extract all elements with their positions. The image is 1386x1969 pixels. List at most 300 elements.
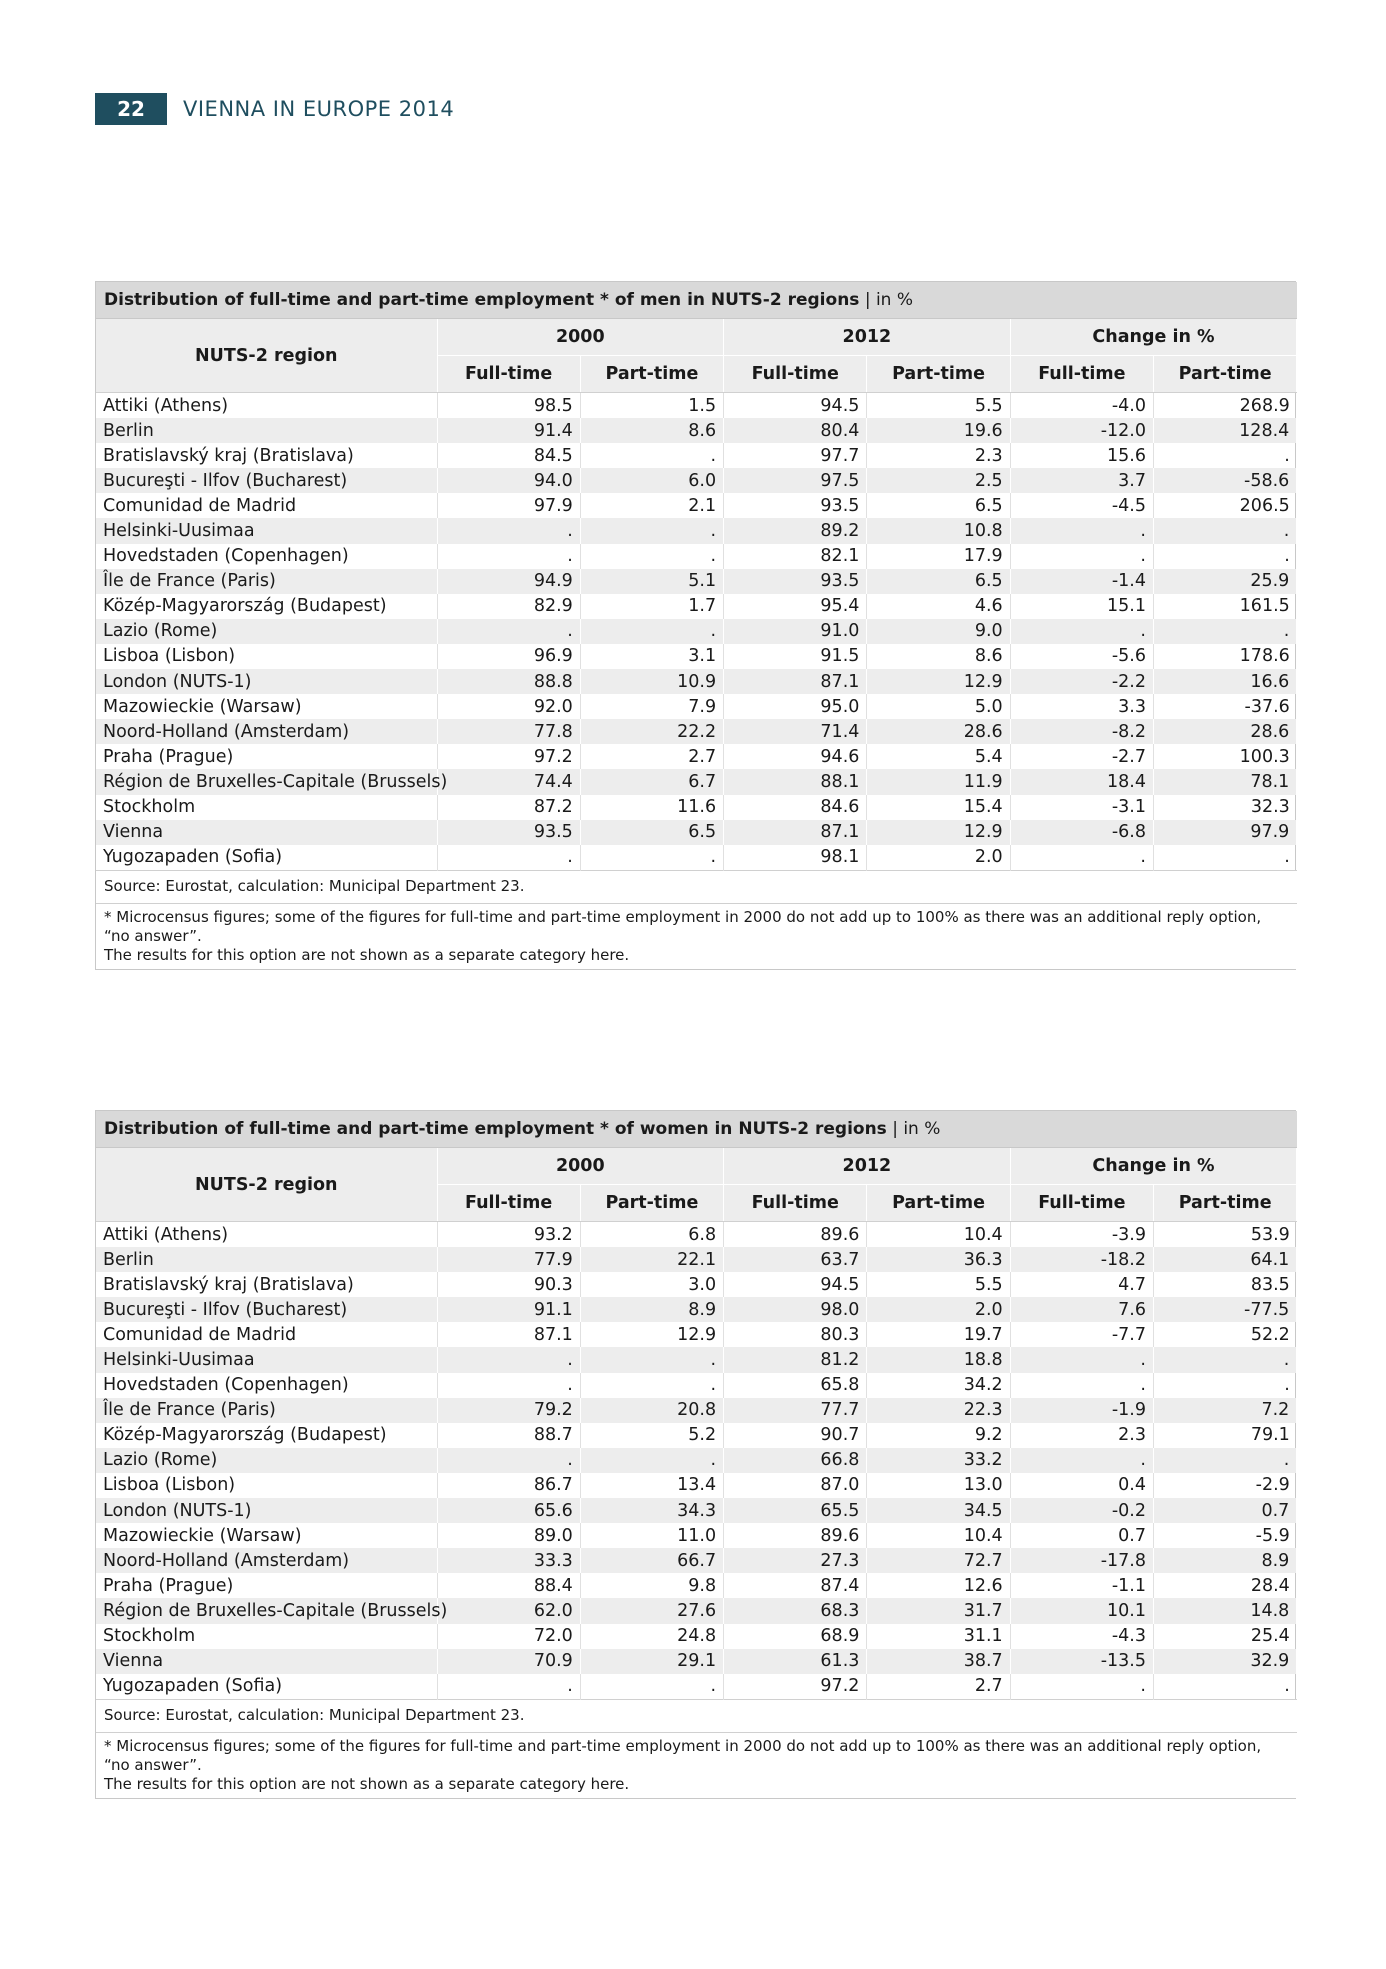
value-cell: 63.7 [724,1247,867,1272]
value-cell: . [580,1347,723,1372]
table-row [96,719,1297,744]
value-cell: 66.7 [580,1548,723,1573]
value-cell: 18.4 [1010,769,1153,794]
value-cell: 96.9 [437,644,580,669]
header-part-time: Part-time [867,1185,1010,1222]
source-note: Source: Eurostat, calculation: Municipal Department 23. [96,1699,1297,1732]
header-region: NUTS-2 region [96,1148,437,1222]
value-cell: 93.2 [437,1222,580,1248]
value-cell: 91.1 [437,1297,580,1322]
value-cell: . [1153,1347,1296,1372]
value-cell: 10.1 [1010,1598,1153,1623]
header-full-time: Full-time [437,356,580,393]
value-cell: 17.9 [867,544,1010,569]
table-row [96,1322,1297,1347]
value-cell: 2.7 [867,1674,1010,1700]
table-row [96,493,1297,518]
value-cell: 87.1 [724,820,867,845]
table-women [95,1110,1296,1799]
value-cell: 2.3 [1010,1423,1153,1448]
value-cell: 93.5 [724,493,867,518]
value-cell: -3.9 [1010,1222,1153,1248]
value-cell: 10.8 [867,518,1010,543]
value-cell: 84.6 [724,795,867,820]
value-cell: 38.7 [867,1649,1010,1674]
value-cell: . [1010,619,1153,644]
value-cell: . [580,544,723,569]
value-cell: 31.1 [867,1624,1010,1649]
value-cell: 74.4 [437,769,580,794]
table-row [96,1523,1297,1548]
source-note: Source: Eurostat, calculation: Municipal Department 23. [96,870,1297,903]
value-cell: 86.7 [437,1473,580,1498]
value-cell: 0.4 [1010,1473,1153,1498]
region-cell: Île de France (Paris) [96,569,437,594]
value-cell: 66.8 [724,1448,867,1473]
value-cell: 83.5 [1250,1274,1290,1295]
value-cell: -37.6 [1244,696,1290,717]
header-year-2000: 2000 [437,319,724,356]
value-cell: 97.5 [724,468,867,493]
value-cell: . [1153,518,1296,543]
value-cell: 28.4 [1250,1575,1290,1596]
header-part-time: Part-time [867,356,1010,393]
value-cell: 77.8 [437,719,580,744]
value-cell: -2.9 [1255,1475,1290,1496]
value-cell: 12.9 [867,820,1010,845]
region-cell: Noord-Holland (Amsterdam) [96,719,437,744]
value-cell: 31.7 [867,1598,1010,1623]
value-cell: 2.3 [867,443,1010,468]
region-cell: Région de Bruxelles-Capitale (Brussels) [96,769,437,794]
table-row [96,1598,1297,1623]
value-cell: 80.4 [724,418,867,443]
region-cell: Hovedstaden (Copenhagen) [96,544,437,569]
value-cell: 28.6 [1153,719,1296,744]
value-cell: -5.9 [1255,1525,1290,1546]
value-cell: 94.0 [437,468,580,493]
region-cell: Lazio (Rome) [96,619,437,644]
value-cell: 24.8 [580,1624,723,1649]
value-cell: 4.6 [867,594,1010,619]
table-row [96,644,1297,669]
header-region: NUTS-2 region [96,319,437,393]
value-cell: -77.5 [1153,1297,1296,1322]
value-cell: 32.3 [1250,797,1290,818]
region-cell: Praha (Prague) [96,744,437,769]
region-cell: Yugozapaden (Sofia) [96,1674,437,1700]
value-cell: 6.5 [580,820,723,845]
value-cell: . [580,619,723,644]
value-cell: 81.2 [724,1347,867,1372]
value-cell: -12.0 [1010,418,1153,443]
table-row [96,1247,1297,1272]
value-cell: 4.7 [1010,1272,1153,1297]
header-part-time: Part-time [580,356,723,393]
value-cell: 1.7 [580,594,723,619]
value-cell: 95.4 [724,594,867,619]
region-cell: Attiki (Athens) [96,393,437,419]
value-cell: 18.8 [867,1347,1010,1372]
value-cell: . [1010,845,1153,871]
value-cell: 89.0 [437,1523,580,1548]
value-cell: 9.8 [580,1573,723,1598]
region-cell: Berlin [96,418,437,443]
region-cell: Hovedstaden (Copenhagen) [96,1373,437,1398]
value-cell: 82.1 [724,544,867,569]
value-cell: 11.0 [580,1523,723,1548]
page-header [95,93,454,125]
value-cell: 89.6 [724,1523,867,1548]
value-cell: -0.2 [1010,1498,1153,1523]
value-cell: 27.3 [724,1548,867,1573]
value-cell: 61.3 [724,1649,867,1674]
header-part-time: Part-time [1153,1185,1296,1222]
value-cell: 62.0 [437,1598,580,1623]
region-cell: London (NUTS-1) [96,1498,437,1523]
value-cell: 33.3 [437,1548,580,1573]
value-cell: 10.9 [580,669,723,694]
value-cell: . [580,845,723,871]
footnote: * Microcensus figures; some of the figures for full-time and part-time employment in 2000 do not add up to 100% as there was an additional reply option, “no answer”. The results for this option are not shown as a separate category here. [96,903,1297,969]
region-cell: London (NUTS-1) [96,669,437,694]
value-cell: -3.1 [1010,795,1153,820]
value-cell: 3.1 [580,644,723,669]
region-cell: Lisboa (Lisbon) [96,644,437,669]
value-cell: 91.0 [724,619,867,644]
value-cell: . [437,845,580,871]
value-cell: . [1284,546,1290,567]
value-cell: 94.5 [724,1272,867,1297]
value-cell: 7.9 [580,694,723,719]
table-row [96,619,1297,644]
value-cell: 5.5 [867,1272,1010,1297]
value-cell: 97.9 [437,493,580,518]
value-cell: . [580,1448,723,1473]
table-title: Distribution of full-time and part-time employment * of women in NUTS-2 regions | in % [96,1111,1297,1148]
table-row [96,769,1297,794]
value-cell: 9.2 [867,1423,1010,1448]
table-row [96,443,1297,468]
value-cell: 9.0 [867,619,1010,644]
value-cell: 100.3 [1239,746,1290,767]
value-cell: . [1010,518,1153,543]
table-row [96,1373,1297,1398]
value-cell: 33.2 [867,1448,1010,1473]
table-row [96,1624,1297,1649]
table-row [96,1272,1297,1297]
footnote: * Microcensus figures; some of the figures for full-time and part-time employment in 2000 do not add up to 100% as there was an additional reply option, “no answer”. The results for this option are not shown as a separate category here. [96,1732,1297,1798]
region-cell: Île de France (Paris) [96,1398,437,1423]
value-cell: 90.7 [724,1423,867,1448]
region-cell: Comunidad de Madrid [96,1322,437,1347]
value-cell: 94.9 [437,569,580,594]
region-cell: Mazowieckie (Warsaw) [96,694,437,719]
value-cell: . [1284,445,1290,466]
value-cell: . [1010,544,1153,569]
value-cell: . [1284,847,1290,868]
value-cell: 3.0 [580,1272,723,1297]
value-cell: 88.4 [437,1573,580,1598]
value-cell: 87.4 [724,1573,867,1598]
value-cell: 65.6 [437,1498,580,1523]
value-cell: -17.8 [1010,1548,1153,1573]
value-cell: . [580,1373,723,1398]
table-row [96,594,1297,619]
region-cell: Bucureşti - Ilfov (Bucharest) [96,1297,437,1322]
value-cell: 11.6 [580,795,723,820]
value-cell: 87.1 [724,669,867,694]
value-cell: 14.8 [1153,1598,1296,1623]
value-cell: . [437,1373,580,1398]
value-cell: 12.9 [580,1322,723,1347]
region-cell: Noord-Holland (Amsterdam) [96,1548,437,1573]
value-cell: . [437,619,580,644]
value-cell: 15.1 [1010,594,1153,619]
value-cell: 87.0 [724,1473,867,1498]
region-cell: Stockholm [96,1624,437,1649]
value-cell: . [1010,1373,1153,1398]
value-cell: 72.0 [437,1624,580,1649]
table-row [96,569,1297,594]
value-cell: . [580,1674,723,1700]
value-cell: . [580,518,723,543]
value-cell: -2.7 [1010,744,1153,769]
value-cell: 8.9 [1153,1548,1296,1573]
value-cell: 20.8 [580,1398,723,1423]
value-cell: 7.6 [1010,1297,1153,1322]
value-cell: 12.9 [867,669,1010,694]
value-cell: 8.6 [580,418,723,443]
value-cell: 92.0 [437,694,580,719]
value-cell: 29.1 [580,1649,723,1674]
value-cell: 93.5 [724,569,867,594]
table-row [96,393,1297,419]
value-cell: 0.7 [1153,1498,1296,1523]
region-cell: Bratislavský kraj (Bratislava) [96,443,437,468]
region-cell: Lisboa (Lisbon) [96,1473,437,1498]
table-row [96,1573,1297,1598]
table-row [96,1222,1297,1248]
value-cell: 87.1 [437,1322,580,1347]
value-cell: . [1153,1448,1296,1473]
value-cell: . [437,1674,580,1700]
header-year-2000: 2000 [437,1148,724,1185]
value-cell: 15.4 [867,795,1010,820]
value-cell: -58.6 [1153,468,1296,493]
value-cell: 7.2 [1153,1398,1296,1423]
value-cell: 5.4 [867,744,1010,769]
value-cell: 34.5 [867,1498,1010,1523]
header-full-time: Full-time [437,1185,580,1222]
region-cell: Yugozapaden (Sofia) [96,845,437,871]
value-cell: 88.8 [437,669,580,694]
value-cell: 178.6 [1239,646,1290,667]
header-part-time: Part-time [1153,356,1296,393]
value-cell: 1.5 [580,393,723,419]
value-cell: 2.0 [867,845,1010,871]
value-cell: . [1010,1347,1153,1372]
table-row [96,1423,1297,1448]
value-cell: 78.1 [1153,769,1296,794]
table-row [96,820,1297,845]
value-cell: -6.8 [1010,820,1153,845]
table-row [96,544,1297,569]
value-cell: 268.9 [1239,395,1290,416]
value-cell: 15.6 [1010,443,1153,468]
value-cell: 128.4 [1153,418,1296,443]
value-cell: 206.5 [1239,495,1290,516]
value-cell: 97.9 [1153,820,1296,845]
value-cell: 27.6 [580,1598,723,1623]
region-cell: Mazowieckie (Warsaw) [96,1523,437,1548]
value-cell: -1.9 [1010,1398,1153,1423]
value-cell: . [1284,1676,1290,1697]
header-year-2012: 2012 [724,1148,1011,1185]
header-full-time: Full-time [724,1185,867,1222]
value-cell: 13.0 [867,1473,1010,1498]
value-cell: 65.5 [724,1498,867,1523]
value-cell: 65.8 [724,1373,867,1398]
page-number: 22 [95,93,167,125]
value-cell: 22.1 [580,1247,723,1272]
value-cell: . [1284,1375,1290,1396]
region-cell: Comunidad de Madrid [96,493,437,518]
value-cell: . [437,544,580,569]
value-cell: . [1153,619,1296,644]
value-cell: -5.6 [1010,644,1153,669]
value-cell: 77.9 [437,1247,580,1272]
value-cell: 5.1 [580,569,723,594]
header-full-time: Full-time [1010,356,1153,393]
region-cell: Közép-Magyarország (Budapest) [96,1423,437,1448]
table-row [96,845,1297,871]
header-full-time: Full-time [724,356,867,393]
value-cell: 94.5 [724,393,867,419]
region-cell: Bucureşti - Ilfov (Bucharest) [96,468,437,493]
value-cell: 98.0 [724,1297,867,1322]
header-change: Change in % [1010,1148,1297,1185]
value-cell: 36.3 [867,1247,1010,1272]
value-cell: . [1010,1674,1153,1700]
value-cell: 72.7 [867,1548,1010,1573]
value-cell: 16.6 [1153,669,1296,694]
value-cell: 71.4 [724,719,867,744]
value-cell: -2.2 [1010,669,1153,694]
value-cell: 6.5 [867,569,1010,594]
value-cell: 19.7 [867,1322,1010,1347]
value-cell: 6.5 [867,493,1010,518]
value-cell: . [437,1347,580,1372]
value-cell: 68.3 [724,1598,867,1623]
value-cell: 25.9 [1153,569,1296,594]
value-cell: . [437,1448,580,1473]
value-cell: 8.6 [867,644,1010,669]
table-row [96,1347,1297,1372]
value-cell: . [580,443,723,468]
value-cell: 88.1 [724,769,867,794]
table-row [96,744,1297,769]
value-cell: 97.7 [724,443,867,468]
value-cell: 6.7 [580,769,723,794]
value-cell: 5.2 [580,1423,723,1448]
region-cell: Vienna [96,820,437,845]
region-cell: Lazio (Rome) [96,1448,437,1473]
value-cell: -13.5 [1010,1649,1153,1674]
value-cell: 22.3 [867,1398,1010,1423]
value-cell: 89.6 [724,1222,867,1248]
value-cell: 2.1 [580,493,723,518]
value-cell: 3.7 [1010,468,1153,493]
value-cell: -7.7 [1010,1322,1153,1347]
value-cell: 88.7 [437,1423,580,1448]
value-cell: . [437,518,580,543]
value-cell: 22.2 [580,719,723,744]
value-cell: 89.2 [724,518,867,543]
value-cell: 2.0 [867,1297,1010,1322]
table-row [96,795,1297,820]
value-cell: 97.2 [724,1674,867,1700]
region-cell: Közép-Magyarország (Budapest) [96,594,437,619]
value-cell: 64.1 [1153,1247,1296,1272]
value-cell: 98.5 [437,393,580,419]
table-row [96,669,1297,694]
table-row [96,694,1297,719]
value-cell: 3.3 [1010,694,1153,719]
value-cell: 90.3 [437,1272,580,1297]
table-row [96,1398,1297,1423]
value-cell: 5.0 [867,694,1010,719]
value-cell: 19.6 [867,418,1010,443]
value-cell: 34.3 [580,1498,723,1523]
value-cell: 79.2 [437,1398,580,1423]
value-cell: -1.1 [1010,1573,1153,1598]
value-cell: 34.2 [867,1373,1010,1398]
value-cell: 77.7 [724,1398,867,1423]
value-cell: 5.5 [867,393,1010,419]
value-cell: -18.2 [1010,1247,1153,1272]
value-cell: 70.9 [437,1649,580,1674]
region-cell: Praha (Prague) [96,1573,437,1598]
region-cell: Berlin [96,1247,437,1272]
value-cell: 25.4 [1250,1626,1290,1647]
value-cell: 2.5 [867,468,1010,493]
value-cell: 2.7 [580,744,723,769]
region-cell: Attiki (Athens) [96,1222,437,1248]
value-cell: 84.5 [437,443,580,468]
table-row [96,1498,1297,1523]
value-cell: -1.4 [1010,569,1153,594]
value-cell: 98.1 [724,845,867,871]
value-cell: 53.9 [1250,1224,1290,1245]
value-cell: 97.2 [437,744,580,769]
region-cell: Vienna [96,1649,437,1674]
value-cell: 79.1 [1250,1425,1290,1446]
value-cell: 87.2 [437,795,580,820]
value-cell: 28.6 [867,719,1010,744]
value-cell: 80.3 [724,1322,867,1347]
table-title: Distribution of full-time and part-time employment * of men in NUTS-2 regions | in % [96,282,1297,319]
region-cell: Helsinki-Uusimaa [96,518,437,543]
table-row [96,1448,1297,1473]
value-cell: 68.9 [724,1624,867,1649]
value-cell: 13.4 [580,1473,723,1498]
header-full-time: Full-time [1010,1185,1153,1222]
value-cell: 0.7 [1010,1523,1153,1548]
table-row [96,1297,1297,1322]
region-cell: Stockholm [96,795,437,820]
value-cell: 32.9 [1153,1649,1296,1674]
